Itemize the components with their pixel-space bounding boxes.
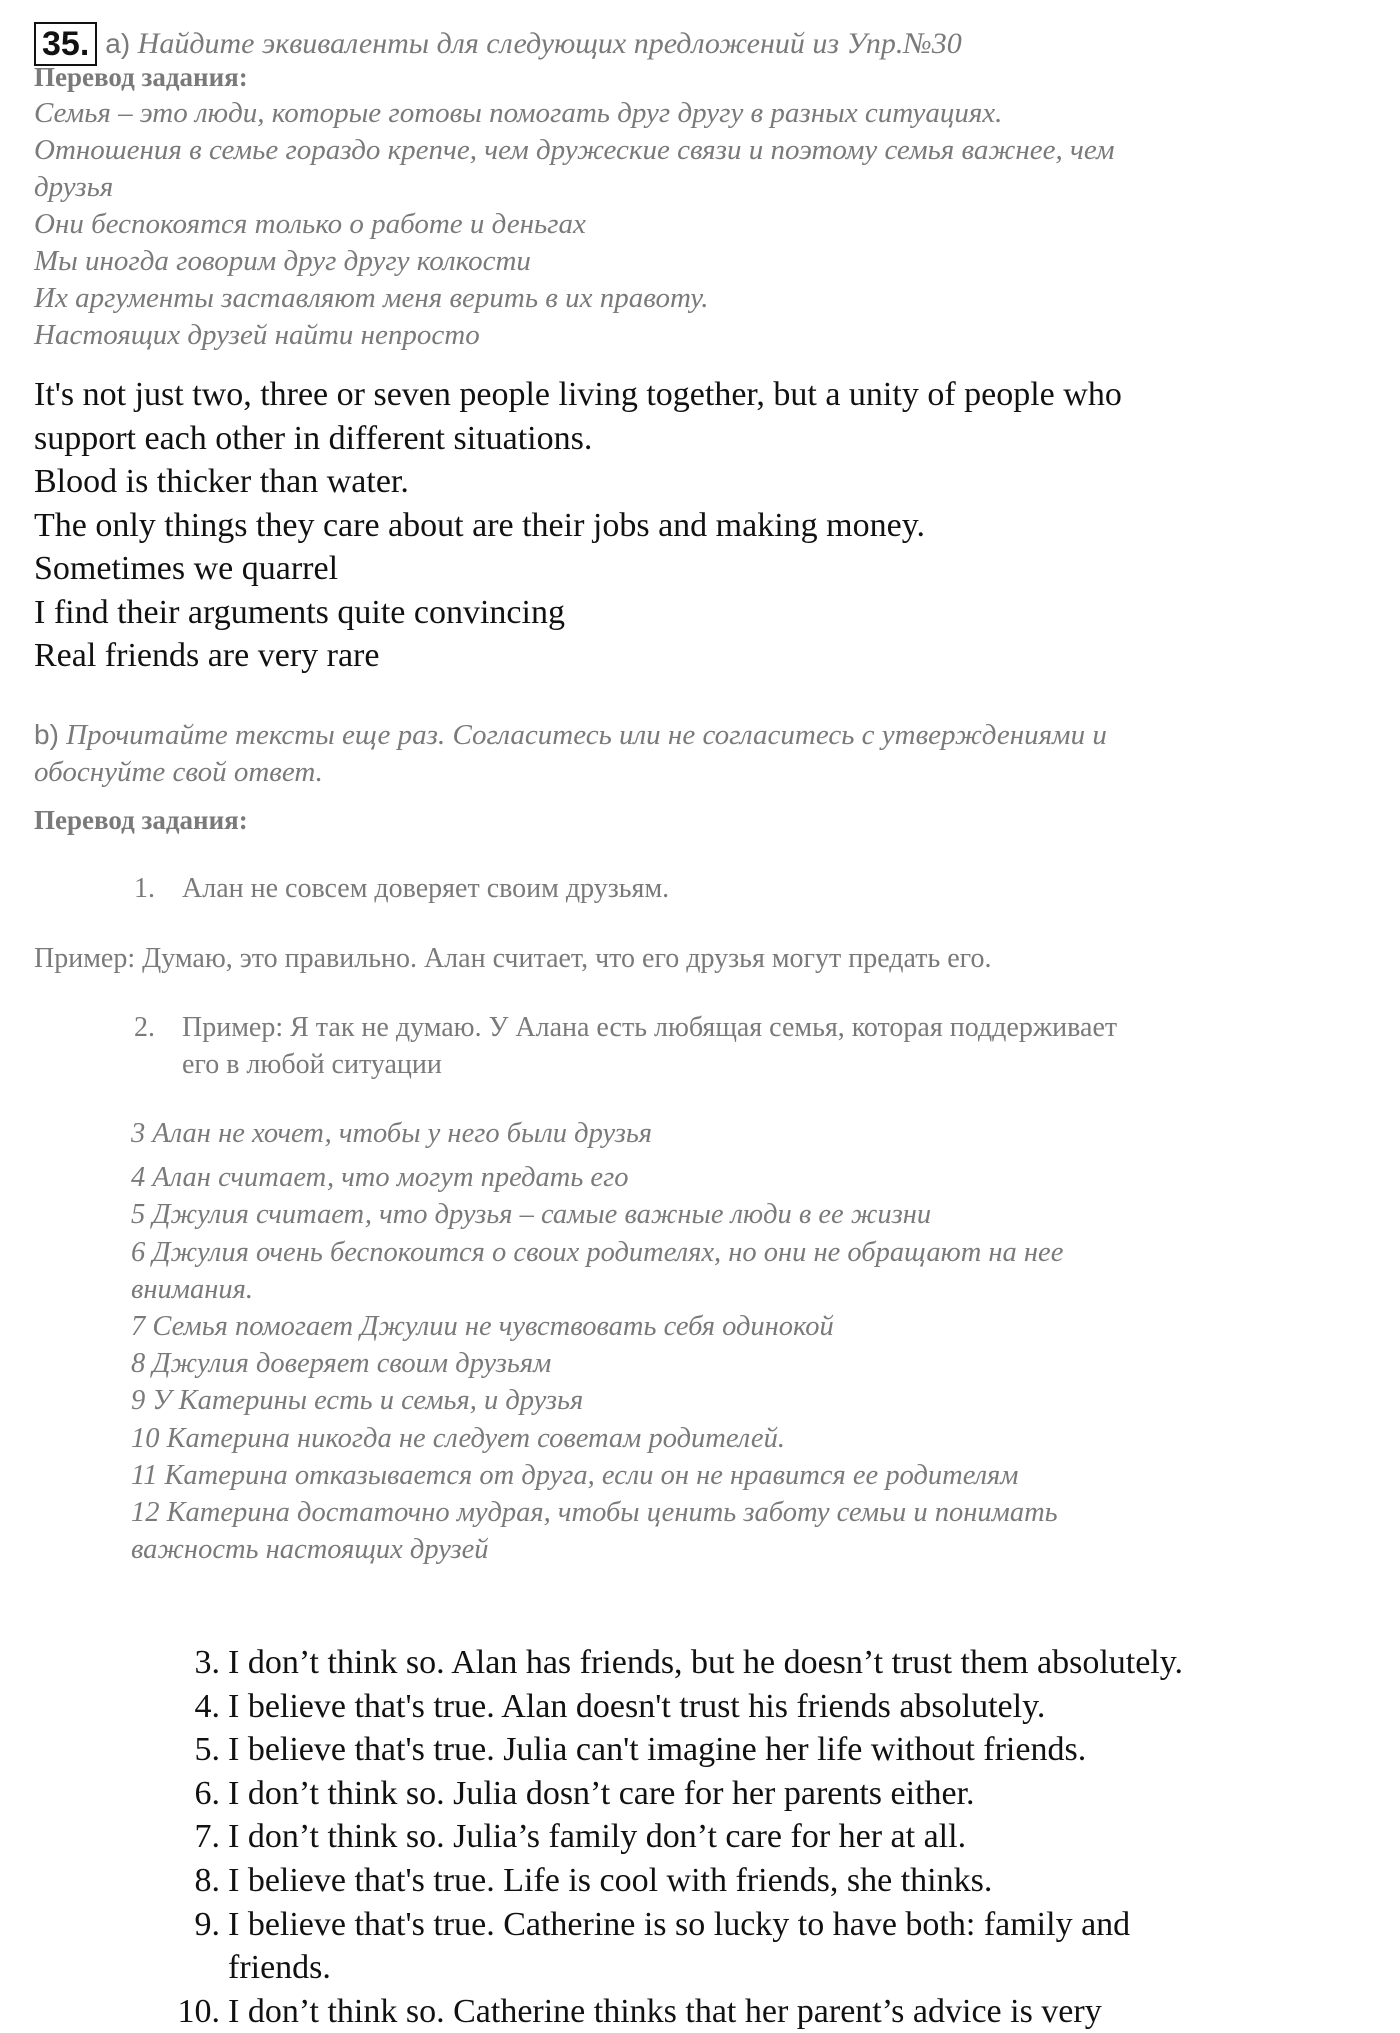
answer-text: I don’t think so. Julia dosn’t care for her parents either. [228, 1774, 975, 1812]
answer-item [176, 1990, 1356, 2033]
answer-text-line1: I believe that's true. Catherine is so lucky to have both: family and [228, 1905, 1131, 1943]
answer-text: I don’t think so. Alan has friends, but he doesn’t trust them absolutely. [228, 1644, 1184, 1681]
statement: 10 Катерина никогда не следует советам родителей. [131, 1422, 785, 1454]
english-line: It's not just two, three or seven people living together, but a unity of people who [34, 376, 1122, 413]
answer-item [176, 1903, 1356, 1990]
answer-number: 9. [194, 1905, 220, 1943]
item-number: 1. [134, 873, 155, 904]
answer-item [176, 1815, 1356, 1859]
example-text: Пример: Думаю, это правильно. Алан считает, что его друзья могут предать его. [34, 943, 992, 974]
english-line: The only things they care about are their jobs and making money. [34, 506, 925, 544]
part-a-task: Найдите эквиваленты для следующих предложений из Упр.№30 [137, 27, 962, 60]
answer-item [176, 1641, 1356, 1685]
exercise-number: 35. [34, 22, 97, 66]
english-line: I find their arguments quite convincing [34, 593, 565, 631]
answer-text: I believe that's true. Julia can't imagine her life without friends. [228, 1731, 1087, 1769]
russian-sentence: Отношения в семье гораздо крепче, чем дружеские связи и поэтому семья важнее, чем [34, 134, 1115, 166]
part-a-label: a) [105, 28, 131, 59]
answer-text: I believe that's true. Alan doesn't trust his friends absolutely. [228, 1687, 1046, 1725]
item-text-line2: его в любой ситуации [182, 1049, 442, 1080]
item-text: Алан не совсем доверяет своим друзьям. [182, 873, 670, 904]
statements-list [131, 1115, 1351, 1568]
russian-sentence: Они беспокоятся только о работе и деньгах [34, 208, 586, 240]
item-text-line1: Пример: Я так не думаю. У Алана есть любящая семья, которая поддерживает [182, 1012, 1118, 1043]
russian-sentences [34, 95, 1354, 354]
answer-item [176, 1772, 1356, 1816]
answer-text: I don’t think so. Julia’s family don’t care for her at all. [228, 1818, 967, 1856]
english-line: Sometimes we quarrel [34, 550, 339, 587]
numbered-item-2 [134, 1009, 1334, 1089]
numbered-item-1 [134, 870, 1334, 910]
answer-text: I don’t think so. Catherine thinks that her parent’s advice is very [228, 1992, 1102, 2030]
russian-sentence: Их аргументы заставляют меня верить в их правоту. [34, 282, 709, 314]
answer-number: 6. [194, 1774, 220, 1812]
russian-sentence: Семья – это люди, которые готовы помогать друг другу в разных ситуациях. [34, 97, 1003, 129]
statement: 3 Алан не хочет, чтобы у него были друзья [131, 1118, 653, 1149]
english-line: Blood is thicker than water. [34, 463, 409, 500]
answer-item [176, 1685, 1356, 1729]
part-b-label: b) [34, 719, 59, 750]
answer-number: 3. [194, 1644, 220, 1681]
english-equivalents [34, 373, 1354, 678]
english-line: support each other in different situations. [34, 419, 593, 457]
statement: 7 Семья помогает Джулии не чувствовать себя одинокой [131, 1311, 834, 1343]
statement: важность настоящих друзей [131, 1534, 489, 1566]
statement: 12 Катерина достаточно мудрая, чтобы ценить заботу семьи и понимать [131, 1497, 1058, 1529]
answers-list [176, 1641, 1356, 2033]
answer-text-line2: friends. [228, 1949, 331, 1987]
russian-sentence: Настоящих друзей найти непросто [34, 319, 480, 351]
answer-number: 5. [194, 1731, 220, 1769]
translation-label-b: Перевод задания: [34, 805, 248, 835]
answer-item [176, 1728, 1356, 1772]
statement: 11 Катерина отказывается от друга, если он не нравится ее родителям [131, 1459, 1019, 1491]
statement: 5 Джулия считает, что друзья – самые важные люди в ее жизни [131, 1199, 932, 1231]
russian-sentence: друзья [34, 171, 114, 203]
english-line: Real friends are very rare [34, 637, 380, 674]
part-b-task-line2: обоснуйте свой ответ. [34, 756, 323, 788]
translation-label: Перевод задания: [34, 62, 248, 92]
part-b-task [34, 716, 1354, 791]
statement: 9 У Катерины есть и семья, и друзья [131, 1385, 584, 1417]
answer-number: 4. [194, 1687, 220, 1725]
part-b-task-line1: Прочитайте тексты еще раз. Согласитесь или не согласитесь с утверждениями и [66, 719, 1107, 751]
answer-number: 8. [194, 1861, 220, 1899]
item-number: 2. [134, 1012, 155, 1043]
statement: 4 Алан считает, что могут предать его [131, 1162, 629, 1194]
answer-number: 10. [177, 1992, 220, 2030]
statement: 8 Джулия доверяет своим друзьям [131, 1348, 552, 1380]
statement: внимания. [131, 1273, 253, 1305]
statement: 6 Джулия очень беспокоится о своих родителях, но они не обращают на нее [131, 1236, 1064, 1268]
russian-sentence: Мы иногда говорим друг другу колкости [34, 245, 531, 277]
answer-number: 7. [194, 1818, 220, 1856]
answer-item [176, 1859, 1356, 1903]
answer-text: I believe that's true. Life is cool with friends, she thinks. [228, 1861, 993, 1899]
